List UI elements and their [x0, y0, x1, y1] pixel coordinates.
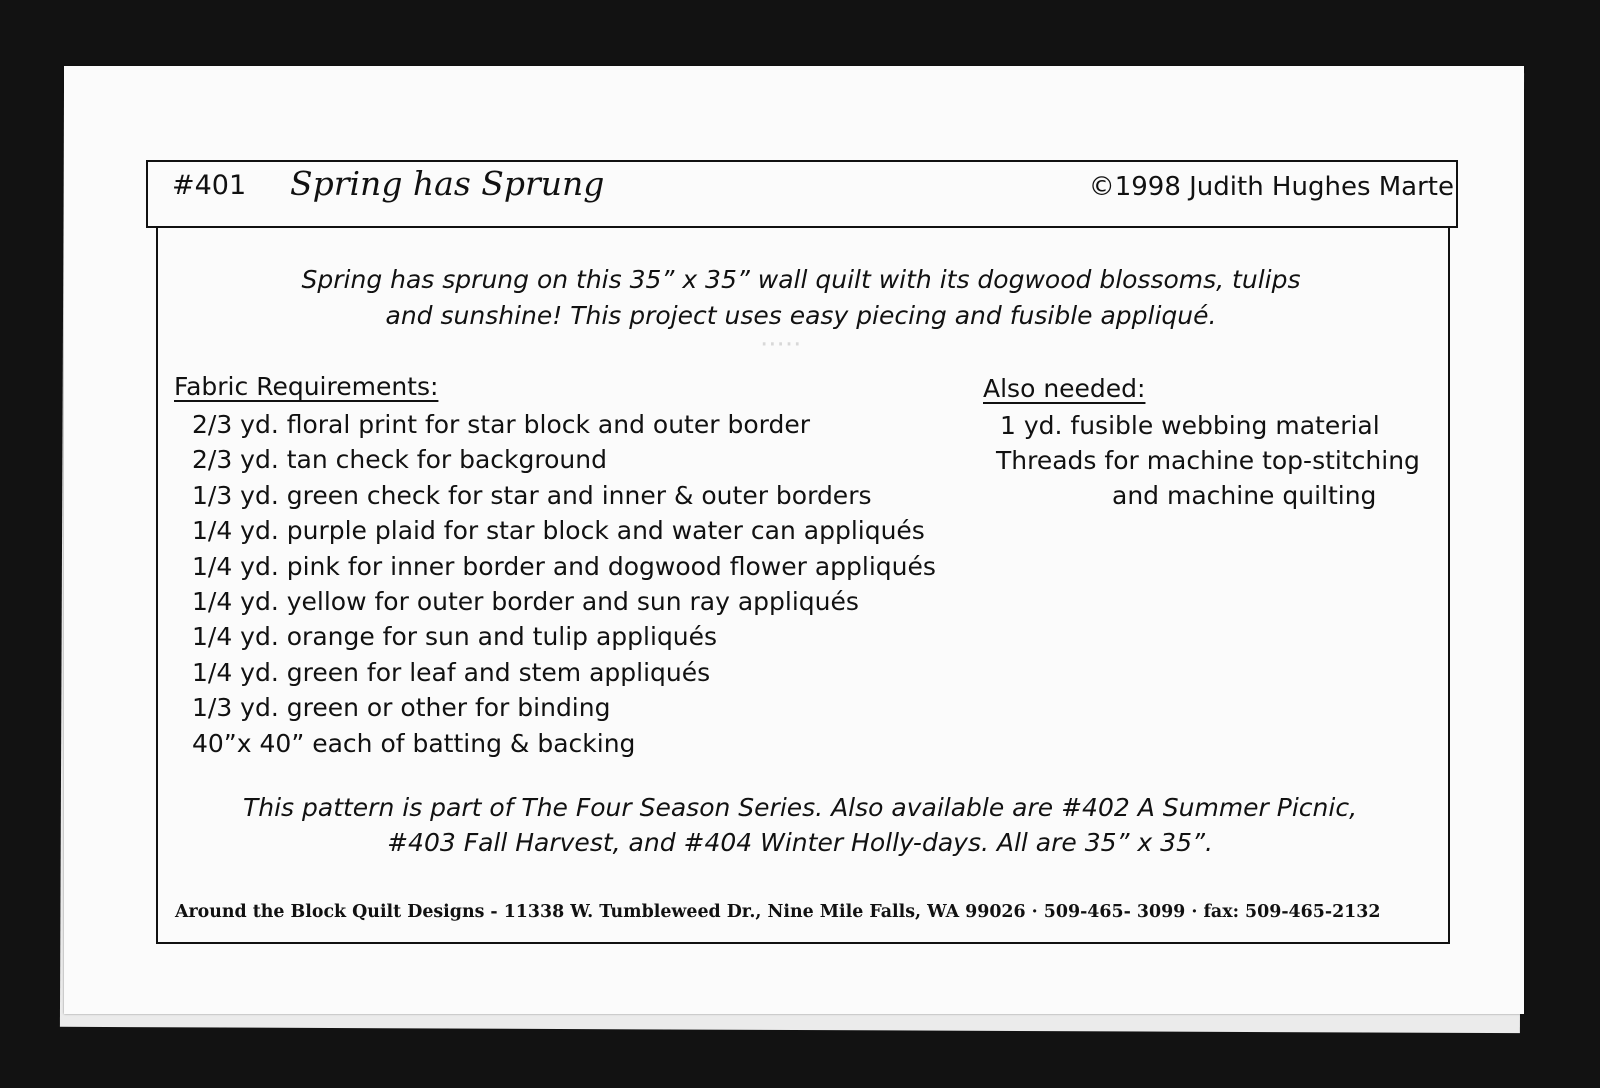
pattern-number: #401 [172, 170, 247, 201]
intro-line: Spring has sprung on this 35” x 35” wall quilt with its dogwood blossoms, tulips [301, 265, 1301, 294]
list-item: and machine quilting [1112, 481, 1377, 510]
pattern-name: Spring has Sprung [290, 164, 605, 203]
series-line: #403 Fall Harvest, and #404 Winter Holly-days. All are 35” x 35”. [387, 828, 1213, 857]
intro-line: and sunshine! This project uses easy piecing and fusible appliqué. [385, 301, 1217, 330]
list-item: Threads for machine top-stitching [996, 446, 1420, 475]
list-item: 40”x 40” each of batting & backing [192, 728, 636, 758]
fabric-requirements-heading: Fabric Requirements: [174, 372, 439, 401]
list-item: 1/3 yd. green check for star and inner & outer borders [192, 480, 872, 510]
series-note [166, 790, 1434, 860]
list-item: 2/3 yd. floral print for star block and outer border [192, 410, 810, 439]
list-item: 2/3 yd. tan check for background [192, 445, 607, 475]
bleed-through-texture: ····· [760, 330, 802, 360]
list-item: 1/4 yd. pink for inner border and dogwood flower appliqués [192, 551, 936, 581]
also-needed-list [996, 408, 1420, 513]
list-item: 1/4 yd. purple plaid for star block and water can appliqués [192, 516, 925, 546]
also-needed-heading: Also needed: [983, 374, 1146, 403]
list-item: 1/3 yd. green or other for binding [192, 693, 611, 723]
list-item: 1 yd. fusible webbing material [1000, 411, 1380, 440]
list-item: 1/4 yd. orange for sun and tulip appliqués [192, 622, 718, 652]
intro-text [166, 262, 1436, 334]
list-item: 1/4 yd. green for leaf and stem appliqués [192, 657, 711, 687]
series-line: This pattern is part of The Four Season Series. Also available are #402 A Summer Picnic, [242, 793, 1358, 822]
copyright-notice: ©1998 Judith Hughes Marte [1088, 172, 1454, 202]
publisher-footer: Around the Block Quilt Designs - 11338 W. Tumbleweed Dr., Nine Mile Falls, WA 99026 · 509-465- 3099 · fax: 509-465-2132 [175, 902, 1381, 922]
fabric-requirements-list [192, 407, 936, 761]
list-item: 1/4 yd. yellow for outer border and sun ray appliqués [192, 586, 859, 616]
